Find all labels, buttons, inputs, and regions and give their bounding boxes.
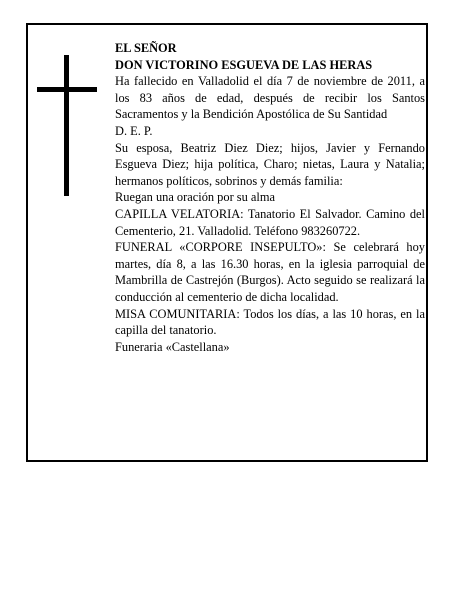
cross-icon	[37, 55, 97, 196]
cross-horizontal-bar	[37, 87, 97, 92]
wake-location: CAPILLA VELATORIA: Tanatorio El Salvador. Camino del Cementerio, 21. Valladolid. Teléfono 983260722.	[115, 206, 425, 238]
family-list: Su esposa, Beatriz Diez Diez; hijos, Javier y Fernando Esgueva Diez; hija política, Charo; nietas, Laura y Natalia; hermanos políticos, sobrinos y demás familia:	[115, 140, 425, 188]
funeral-details: FUNERAL «CORPORE INSEPULTO»: Se celebrará hoy martes, día 8, a las 16.30 horas, en la iglesia parroquial de Mambrilla de Castrejón (Burgos). Acto seguido se realizará la conducción al cementerio de dicha localidad.	[115, 240, 425, 304]
rest-in-peace-abbreviation: D. E. P.	[115, 123, 153, 138]
deceased-name: DON VICTORINO ESGUEVA DE LAS HERAS	[115, 57, 373, 72]
cross-vertical-bar	[64, 55, 69, 196]
funeral-home: Funeraria «Castellana»	[115, 339, 230, 354]
community-mass: MISA COMUNITARIA: Todos los días, a las 10 horas, en la capilla del tanatorio.	[115, 306, 425, 338]
death-announcement: Ha fallecido en Valladolid el día 7 de noviembre de 2011, a los 83 años de edad, después de recibir los Santos Sacramentos y la Bendición Apostólica de Su Santidad	[115, 74, 425, 122]
notice-title: EL SEÑOR	[115, 41, 177, 55]
prayer-request: Ruegan una oración por su alma	[115, 190, 275, 205]
obituary-text	[115, 40, 425, 355]
